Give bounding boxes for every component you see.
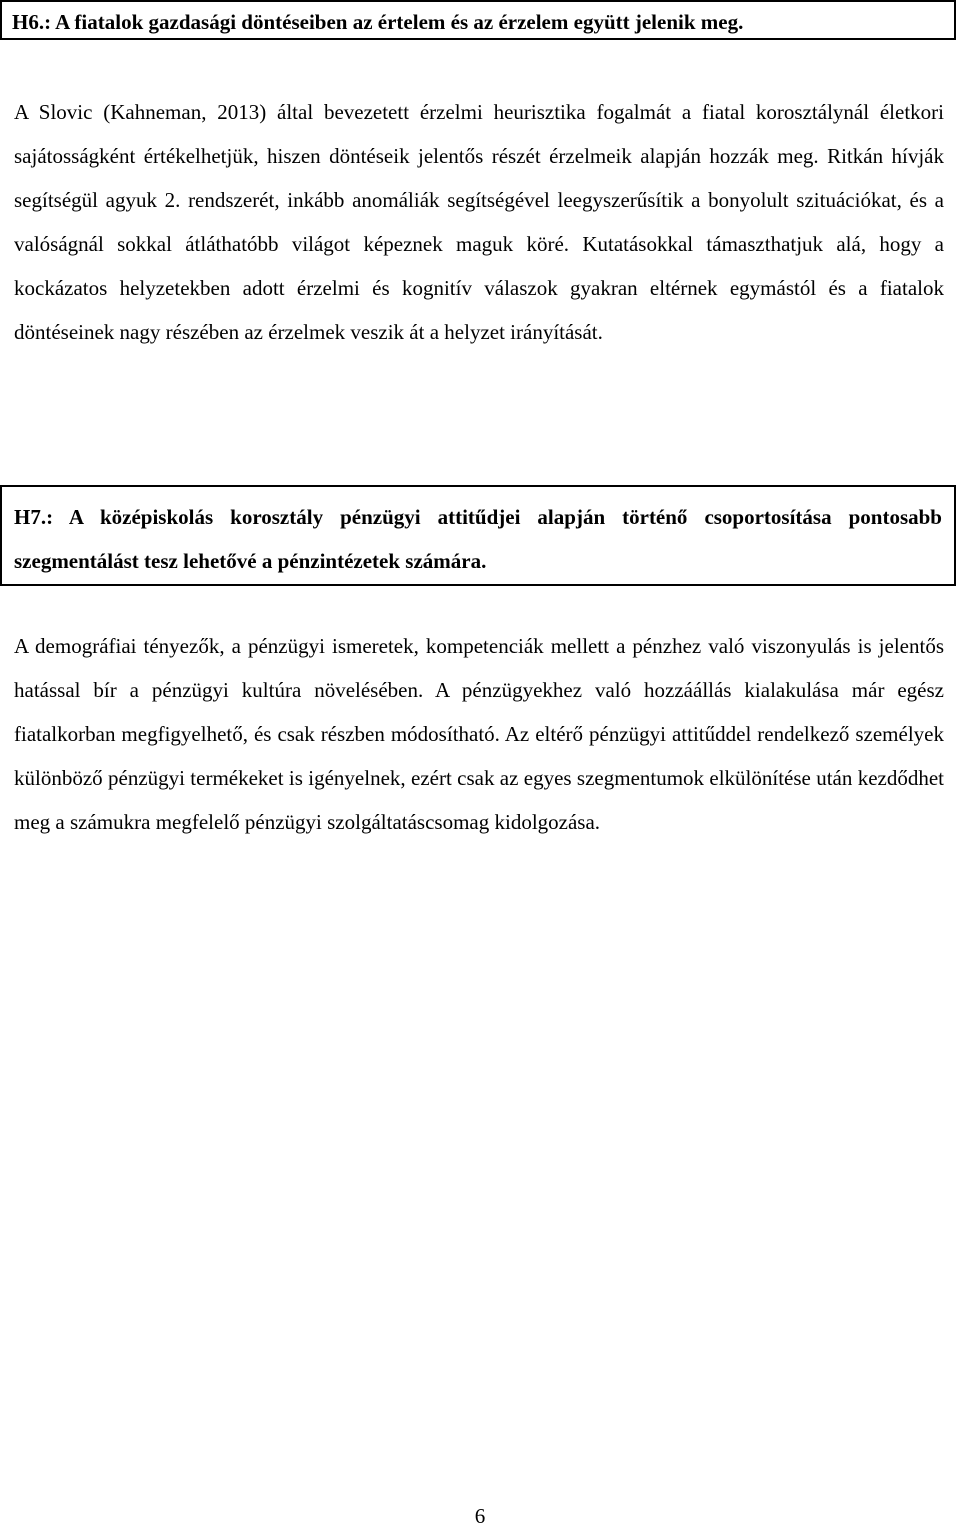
hypothesis-7-box xyxy=(0,485,956,586)
paragraph-financial-attitude: A demográfiai tényezők, a pénzügyi ismeretek, kompetenciák mellett a pénzhez való viszonyulás is jelentős hatással bír a pénzügyi kultúra növelésében. A pénzügyekhez való hozzáállás kialakulása már egész fiatalkorban megfigyelhető, és csak részben módosítható. Az eltérő pénzügyi attitűddel rendelkező személyek különböző pénzügyi termékeket is igényelnek, ezért csak az egyes szegmentumok elkülönítése után kezdődhet meg a számukra megfelelő pénzügyi szolgáltatáscsomag kidolgozása. xyxy=(14,634,944,834)
hypothesis-6-text: : A fiatalok gazdasági döntéseiben az értelem és az érzelem együtt jelenik meg. xyxy=(44,10,744,34)
page-number: 6 xyxy=(474,1504,486,1528)
hypothesis-6-box xyxy=(0,0,956,40)
hypothesis-6-label: H6. xyxy=(12,10,45,34)
paragraph-emotional-heuristic: A Slovic (Kahneman, 2013) által bevezetett érzelmi heurisztika fogalmát a fiatal korosztálynál életkori sajátosságként értékelhetjük, hiszen döntéseik jelentős részét érzelmeik alapján hozzák meg. Ritkán hívják segítségül agyuk 2. rendszerét, inkább anomáliák segítségével leegyszerűsítik a bonyolult szituációkat, és a valóságnál sokkal átláthatóbb világot képeznek maguk köré. Kutatásokkal támaszthatjuk alá, hogy a kockázatos helyzetekben adott érzelmi és kognitív válaszok gyakran eltérnek egymástól és a fiatalok döntéseinek nagy részében az érzelmek veszik át a helyzet irányítását. xyxy=(14,100,944,344)
hypothesis-7-label: H7. xyxy=(14,505,47,529)
hypothesis-7-text: : A középiskolás korosztály pénzügyi attitűdjei alapján történő csoportosítása pontosabb szegmentálást tesz lehetővé a pénzintézetek számára. xyxy=(14,505,942,573)
